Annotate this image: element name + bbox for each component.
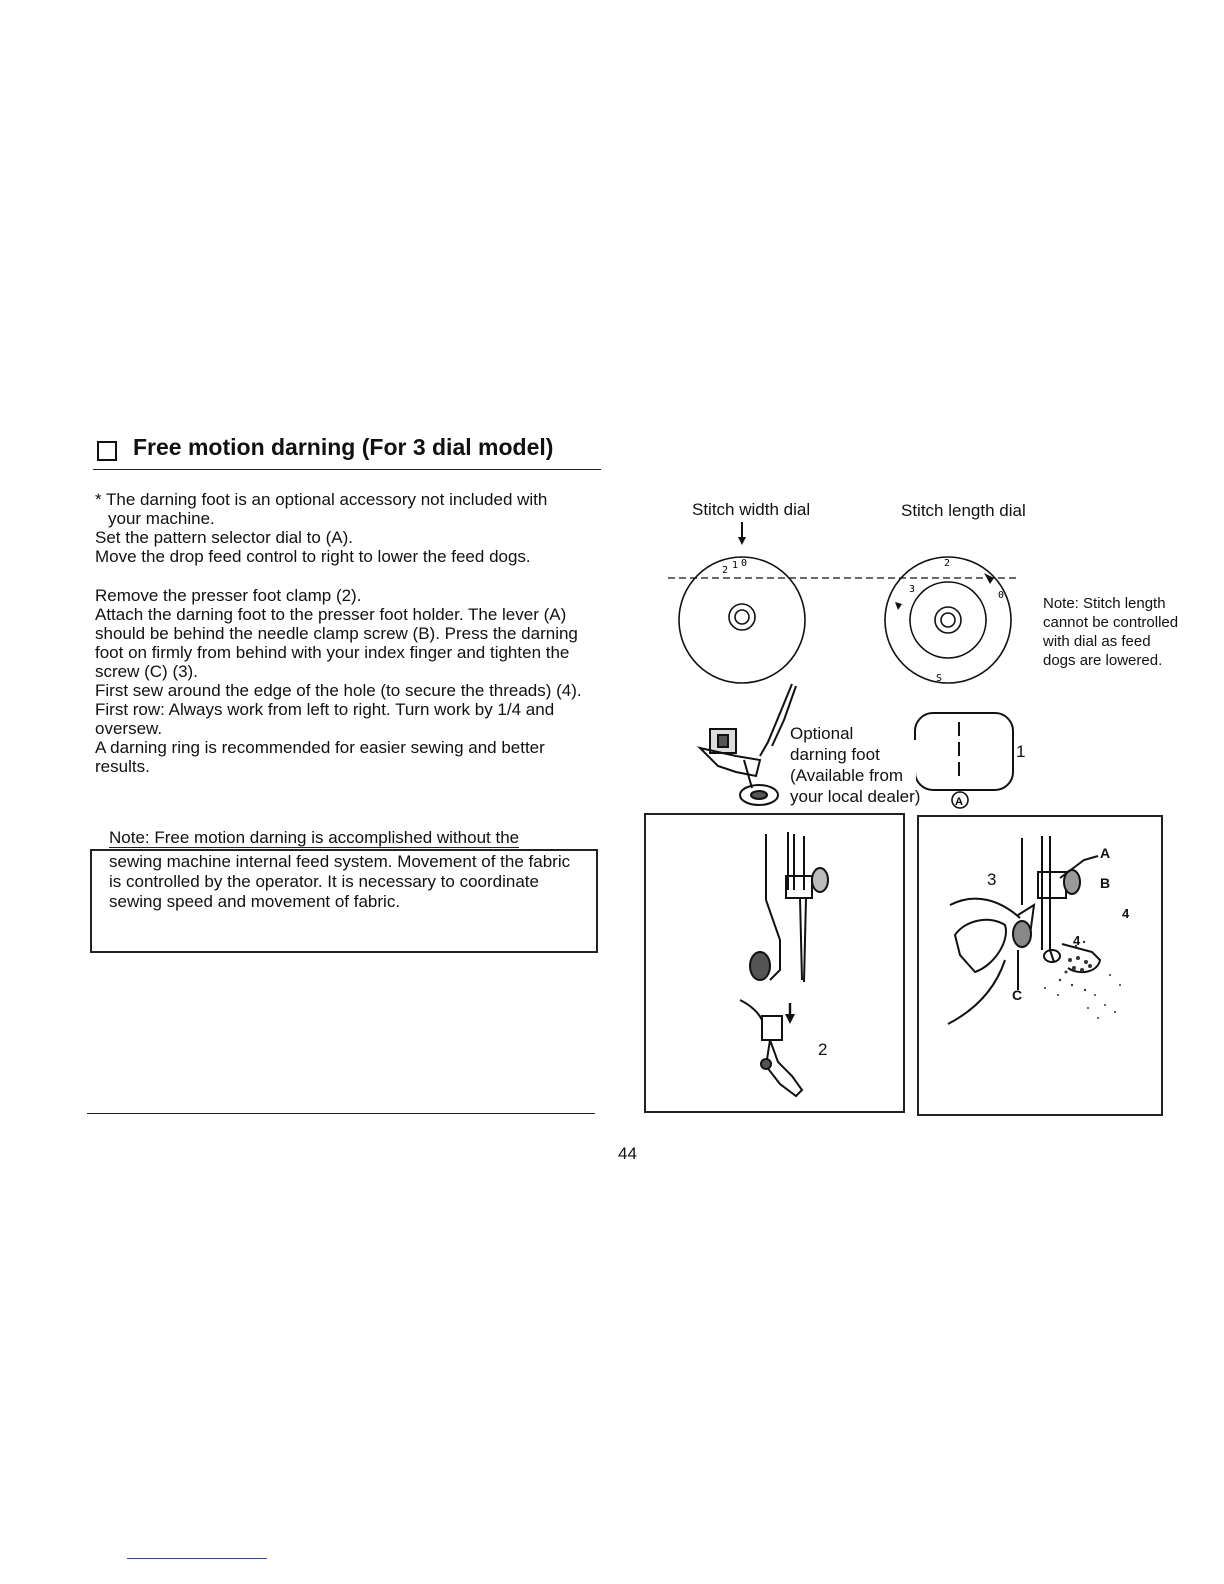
darning-foot-icon: [700, 684, 796, 805]
stitch-width-label: Stitch width dial: [692, 500, 811, 519]
pattern-a-icon: [952, 792, 968, 808]
stitch-length-label: Stitch length dial: [901, 501, 1026, 520]
instruction-line: Remove the presser foot clamp (2).: [95, 586, 362, 605]
instruction-paragraph: Attach the darning foot to the presser foot holder. The lever (A) should be behind the needle clamp screw (B). Press the darning foot on firmly from behind with your index finger and tighten the screw (C) (3).: [95, 605, 578, 681]
instruction-line: * The darning foot is an optional accessory not included with: [95, 490, 548, 509]
page-title: Free motion darning (For 3 dial model): [133, 434, 554, 460]
figure-frame-right: [917, 815, 1163, 1116]
callout-2: 2: [818, 1040, 828, 1059]
dial-mark: 0: [741, 558, 748, 569]
note-text: sewing machine internal feed system. Movement of the fabric is controlled by the operator. It is necessary to coordinate sewing speed and movement of fabric.: [109, 852, 571, 911]
svg-text:A: A: [955, 796, 963, 808]
callout-b: B: [1100, 875, 1111, 891]
stitch-length-dial: [885, 557, 1011, 684]
callout-a: A: [1100, 845, 1111, 861]
dial-mark: 2: [722, 565, 729, 576]
callout-3: 3: [987, 870, 997, 889]
optional-foot-label: Optional darning foot (Available from your local dealer): [790, 724, 921, 806]
dial-mark: 0: [998, 590, 1005, 601]
callout-1: 1: [1016, 742, 1026, 761]
callout-4: 4: [1122, 906, 1130, 921]
arrow-down-icon: [738, 522, 746, 545]
side-note: Note: Stitch length cannot be controlled with dial as feed dogs are lowered.: [1043, 595, 1179, 669]
instruction-paragraph: A darning ring is recommended for easier sewing and better results.: [95, 738, 545, 776]
note-first-line: Note: Free motion darning is accomplished without the: [109, 828, 520, 847]
instruction-line: Set the pattern selector dial to (A).: [95, 528, 353, 547]
instruction-line: your machine.: [108, 509, 215, 528]
callout-4-inner: 4: [1073, 933, 1081, 948]
instruction-paragraph: First sew around the edge of the hole (to secure the threads) (4). First row: Always work from left to right. Turn work by 1/4 and oversew.: [95, 681, 582, 738]
instruction-line: Move the drop feed control to right to lower the feed dogs.: [95, 547, 531, 566]
dial-mark: 3: [909, 584, 916, 595]
figure-frame-left: [644, 813, 905, 1113]
page-number: 44: [618, 1144, 637, 1163]
callout-c: C: [1012, 987, 1023, 1003]
dial-mark: S: [936, 673, 943, 684]
stitch-width-dial: [679, 557, 805, 683]
dial-mark: 1: [732, 560, 739, 571]
dial-mark: 2: [944, 558, 951, 569]
